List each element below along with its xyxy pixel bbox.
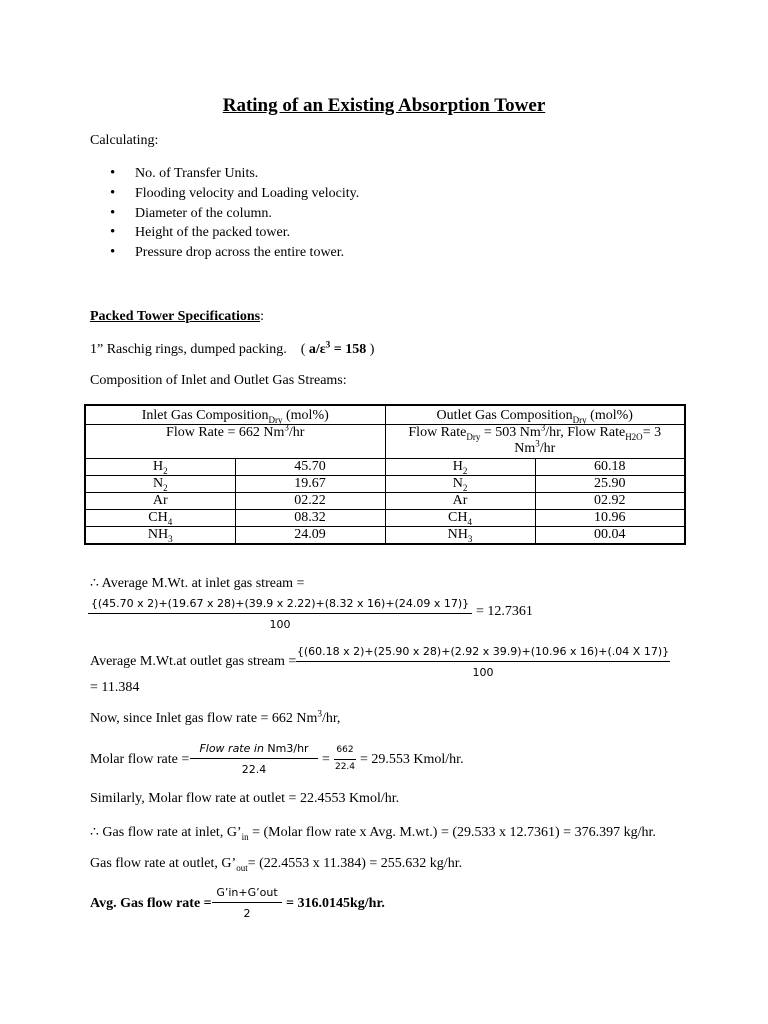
- inlet-header-sub: Dry: [268, 414, 283, 425]
- fraction-numerator: 662: [334, 745, 356, 760]
- outlet-value: 25.90: [535, 476, 685, 493]
- outlet-flow-e: Nm: [514, 441, 536, 456]
- avg-inlet-fraction: [88, 597, 472, 631]
- table-row: [85, 493, 685, 510]
- packing-line: [90, 339, 375, 359]
- outlet-value: 60.18: [535, 459, 685, 476]
- inlet-flow-rate: [85, 422, 385, 459]
- composition-label: Composition of Inlet and Outlet Gas Streams:: [90, 373, 347, 388]
- outlet-header-text: Outlet Gas Composition: [436, 408, 573, 423]
- fraction-denominator: 2: [243, 907, 251, 921]
- avg-inlet-result: = 12.7361: [476, 604, 533, 619]
- inlet-flow-sup: 3: [284, 422, 289, 433]
- component-base: Ar: [452, 493, 468, 508]
- inlet-value: 45.70: [235, 459, 385, 476]
- component-sub: 2: [163, 465, 168, 476]
- now-unit: /hr,: [321, 711, 341, 726]
- inlet-value: 19.67: [235, 476, 385, 493]
- molar-label: Molar flow rate =: [90, 752, 190, 767]
- param-open: (: [300, 342, 309, 357]
- inlet-component: [85, 476, 235, 493]
- param-close: ): [366, 342, 375, 357]
- inlet-value: 02.22: [235, 493, 385, 510]
- list-item: • Flooding velocity and Loading velocity.: [110, 184, 359, 204]
- fraction-numerator: {(60.18 x 2)+(25.90 x 28)+(2.92 x 39.9)+(10.96 x 16)+(.04 X 17)}: [296, 645, 670, 662]
- now-text: Now, since Inlet gas flow rate = 662 Nm: [90, 711, 318, 726]
- molar-result: = 29.553 Kmol/hr.: [360, 752, 464, 767]
- molar-fraction: [190, 742, 318, 776]
- therefore-symbol: ∴: [90, 825, 99, 840]
- component-base: NH: [147, 527, 169, 542]
- g-in-equation: = (Molar flow rate x Avg. M.wt.) = (29.533 x 12.7361) = 376.397 kg/hr.: [248, 825, 656, 840]
- list-item: • Height of the packed tower.: [110, 223, 359, 243]
- molar-equals: =: [322, 752, 330, 767]
- outlet-value: 02.92: [535, 493, 685, 510]
- outlet-flow-c: /hr, Flow Rate: [545, 425, 626, 440]
- outlet-molar-statement: Similarly, Molar flow rate at outlet = 22.4553 Kmol/hr.: [90, 791, 400, 806]
- table-row: [85, 527, 685, 545]
- g-out-text: Gas flow rate at outlet, G’: [90, 856, 237, 871]
- inlet-component: [85, 493, 235, 510]
- outlet-component: [385, 459, 535, 476]
- inlet-header: [85, 405, 385, 425]
- table-row: [85, 510, 685, 527]
- component-base: H: [452, 459, 463, 474]
- avg-inlet-label: Average M.Wt. at inlet gas stream =: [98, 576, 305, 591]
- now-sup: 3: [317, 708, 322, 719]
- g-in-text: Gas flow rate at inlet, G’: [98, 825, 242, 840]
- avg-gas-label: Avg. Gas flow rate =: [90, 896, 212, 911]
- outlet-component: [385, 510, 535, 527]
- gas-outlet-statement: [90, 856, 462, 873]
- outlet-flow-a-sub: Dry: [466, 431, 481, 442]
- fraction-denominator: 22.4: [241, 763, 267, 777]
- inlet-component: [85, 527, 235, 545]
- calculation-list: [110, 164, 359, 263]
- component-sub: 4: [467, 516, 472, 527]
- gas-inlet-statement: [90, 825, 656, 842]
- list-item: • Pressure drop across the entire tower.: [110, 243, 359, 263]
- component-base: H: [152, 459, 164, 474]
- component-sub: 2: [462, 465, 468, 476]
- molar-fraction-numeric: [334, 745, 356, 773]
- outlet-flow-c-sub: H2O: [625, 431, 643, 442]
- inlet-value: 08.32: [235, 510, 385, 527]
- table-row: [85, 476, 685, 493]
- avg-outlet-result: = 11.384: [90, 680, 140, 695]
- molar-num-unit: Nm3/hr: [263, 742, 309, 755]
- spec-heading: Packed Tower Specifications: [90, 309, 261, 324]
- list-item: • Diameter of the column.: [110, 204, 359, 224]
- avg-outlet-label: Average M.Wt.at outlet gas stream =: [90, 654, 297, 669]
- param-exp: 3: [325, 339, 331, 350]
- outlet-value: 00.04: [535, 527, 685, 545]
- avg-gas-result: = 316.0145kg/hr.: [286, 896, 385, 911]
- inlet-header-unit: (mol%): [282, 408, 329, 423]
- component-base: Ar: [152, 493, 168, 508]
- inlet-value: 24.09: [235, 527, 385, 545]
- outlet-flow-e-sup: 3: [535, 438, 540, 449]
- list-item: • No. of Transfer Units.: [110, 164, 359, 184]
- spec-heading-line: [90, 309, 264, 326]
- fraction-numerator: {(45.70 x 2)+(19.67 x 28)+(39.9 x 2.22)+(8.32 x 16)+(24.09 x 17)}: [88, 597, 472, 614]
- outlet-flow-f: /hr: [539, 441, 556, 456]
- outlet-flow-b-sup: 3: [540, 422, 546, 433]
- component-sub: 3: [168, 533, 173, 544]
- molar-num-italic: Flow rate in: [199, 742, 264, 755]
- table-row: [85, 459, 685, 476]
- outlet-component: [385, 476, 535, 493]
- component-sub: 4: [167, 516, 173, 527]
- fraction-denominator: 100: [472, 666, 494, 680]
- inlet-header-text: Inlet Gas Composition: [141, 408, 269, 423]
- g-in-sub: in: [241, 831, 249, 842]
- packing-text: 1” Raschig rings, dumped packing.: [90, 342, 287, 357]
- composition-table: [84, 404, 686, 545]
- g-out-equation: = (22.4553 x 11.384) = 255.632 kg/hr.: [247, 856, 463, 871]
- inlet-component: [85, 459, 235, 476]
- component-base: N: [152, 476, 164, 491]
- spec-colon: :: [260, 309, 264, 324]
- outlet-flow-rate: [385, 422, 685, 459]
- component-base: CH: [448, 510, 468, 525]
- avg-inlet-label-line: [90, 576, 304, 593]
- outlet-flow-d: = 3: [642, 425, 662, 440]
- calculating-label: Calculating:: [90, 133, 159, 148]
- component-base: CH: [148, 510, 168, 525]
- outlet-component: [385, 493, 535, 510]
- outlet-header-sub: Dry: [572, 414, 587, 425]
- inlet-flow-text: Flow Rate = 662 Nm: [166, 425, 285, 440]
- therefore-symbol: ∴: [90, 576, 99, 591]
- fraction-denominator: 22.4: [334, 761, 356, 772]
- param-lhs: a/ε: [308, 342, 326, 357]
- component-base: NH: [447, 527, 468, 542]
- outlet-header-unit: (mol%): [586, 408, 633, 423]
- packing-parameter: [308, 339, 367, 357]
- page-title: Rating of an Existing Absorption Tower: [222, 95, 546, 116]
- outlet-value: 10.96: [535, 510, 685, 527]
- param-rhs: = 158: [330, 342, 367, 357]
- g-out-sub: out: [236, 862, 248, 873]
- outlet-header: [385, 405, 685, 425]
- component-sub: 2: [462, 482, 468, 493]
- outlet-flow-a: Flow Rate: [408, 425, 467, 440]
- component-sub: 2: [163, 482, 168, 493]
- fraction-denominator: 100: [269, 618, 291, 632]
- outlet-component: [385, 527, 535, 545]
- outlet-flow-b: = 503 Nm: [480, 425, 541, 440]
- component-sub: 3: [467, 533, 473, 544]
- inlet-component: [85, 510, 235, 527]
- avg-gas-fraction: [212, 886, 282, 920]
- fraction-numerator: [190, 742, 318, 759]
- avg-outlet-fraction: [296, 645, 670, 679]
- fraction-numerator: G’in+G’out: [212, 886, 282, 903]
- component-base: N: [452, 476, 463, 491]
- inlet-flow-unit: /hr: [288, 425, 305, 440]
- inlet-flow-statement: [90, 708, 341, 728]
